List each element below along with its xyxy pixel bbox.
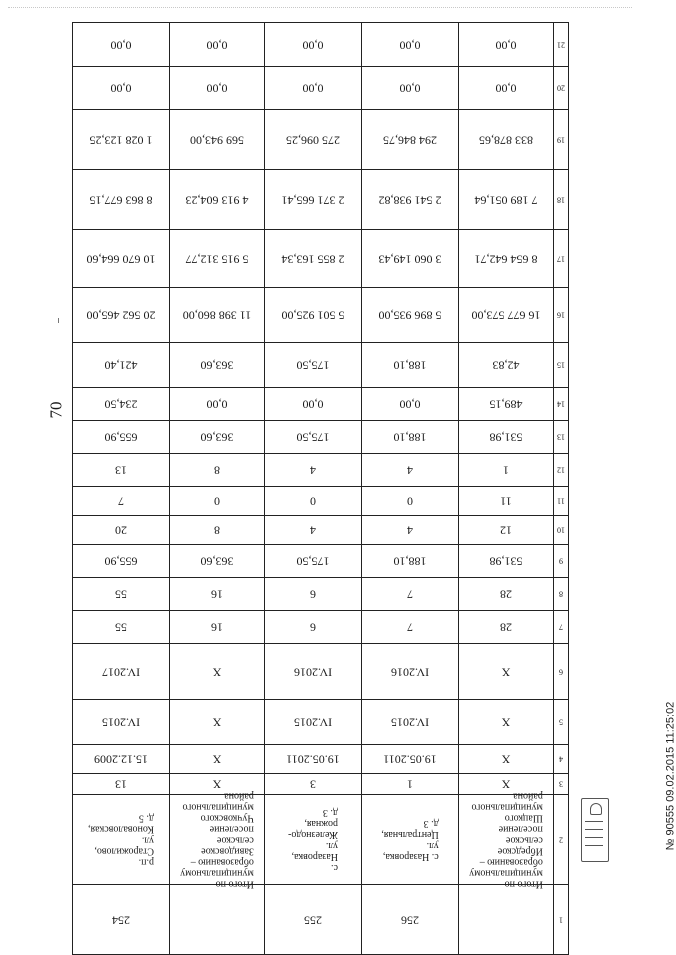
table-cell [459,421,554,454]
table-row [73,230,569,288]
table-cell [459,790,554,889]
table-cell [362,611,459,644]
cell-text: 7 189 051,64 [474,193,538,207]
column-number-cell [554,230,569,288]
table-cell [73,644,170,700]
cell-text: 0,00 [495,38,517,52]
table-cell [459,343,554,388]
cell-text: 0 [214,494,220,509]
table-cell [265,421,362,454]
table-cell [73,774,170,795]
document-seal-logo [581,798,609,862]
cell-text: 5 915 312,77 [185,252,249,266]
column-number: 9 [559,556,563,566]
table-cell [265,545,362,578]
cell-text: 0,00 [302,38,324,52]
table-cell [362,774,459,795]
table-row [73,487,569,516]
table-cell [265,578,362,611]
table-row [73,343,569,388]
cell-text: 6 [310,587,316,602]
table-cell [459,454,554,487]
data-table-container [72,22,569,955]
table-cell [73,230,170,288]
table-cell [265,170,362,230]
column-number: 16 [557,310,565,320]
table-cell [170,545,265,578]
cell-text: 4 913 604,23 [185,193,249,207]
registration-stamp: № 90555 09.02.2015 11:25:02 [664,701,676,851]
table-cell [265,343,362,388]
cell-text: 28 [500,587,512,602]
cell-text: IV.2016 [390,665,430,679]
cell-text: 20 562 465,00 [86,308,156,323]
cell-text: 8 654 642,71 [474,252,538,266]
column-number: 6 [559,667,563,676]
table-row [73,516,569,545]
cell-text: 363,60 [200,554,234,569]
cell-text: IV.2015 [293,715,333,730]
cell-text: 255 [304,913,322,927]
table-cell [459,230,554,288]
column-number-cell [554,487,569,516]
column-number-cell [554,421,569,454]
table-cell [265,388,362,421]
column-number: 17 [557,254,565,263]
cell-text: 8 [214,463,220,478]
cell-text: 1 028 123,25 [89,133,153,147]
table-cell [170,745,265,774]
cell-text: 28 [500,620,512,635]
column-number: 21 [557,40,565,49]
table-cell [170,388,265,421]
column-number: 4 [559,754,563,764]
cell-text: 55 [115,587,127,602]
table-cell [362,545,459,578]
cell-text: 4 [310,523,316,538]
table-cell [73,421,170,454]
table-cell [459,110,554,170]
cell-text: 19.05.2011 [286,752,340,767]
cell-text: 275 096,25 [286,133,340,147]
cell-text: Итого по муниципальному образованию – Ибредское сельское поселение Шацкого муниципального района [469,790,543,889]
column-number: 13 [557,432,565,442]
cell-text: 188,10 [393,430,427,445]
table-cell [362,700,459,745]
column-number: 18 [557,195,565,204]
table-cell [73,23,170,67]
table-cell [265,795,362,885]
cell-text: 55 [115,620,127,635]
cell-text: 0,00 [302,81,324,96]
table-cell [362,885,459,955]
cell-text: 8 863 677,15 [89,193,153,207]
cell-text: 531,98 [489,554,523,569]
cell-text: 13 [115,777,127,792]
table-cell [170,611,265,644]
cell-text: 20 [115,523,127,538]
cell-text: 5 896 935,00 [378,308,442,323]
table-cell [459,170,554,230]
table-cell [73,388,170,421]
table-cell [362,745,459,774]
table-cell [73,67,170,110]
table-cell [459,885,554,955]
table-cell [459,644,554,700]
cell-text: X [501,752,511,767]
table-cell [265,454,362,487]
column-number-cell [554,745,569,774]
cell-text: IV.2015 [101,715,141,730]
table-cell [362,487,459,516]
table-cell [170,790,265,889]
table-row [73,388,569,421]
cell-text: X [212,752,222,767]
column-number-cell [554,288,569,343]
column-number-cell [554,700,569,745]
cell-text: 0,00 [399,81,421,96]
cell-text: с. Назаровка, ул. Железнодо- рожная, д. 3 [288,806,338,873]
cell-text: 363,60 [200,430,234,445]
column-number-cell [554,67,569,110]
cell-text: 7 [118,494,124,509]
table-cell [170,578,265,611]
scan-mark [58,318,59,323]
cell-text: 188,10 [393,554,427,569]
column-number: 12 [557,465,565,475]
table-row [73,421,569,454]
table-cell [265,23,362,67]
table-cell [170,23,265,67]
cell-text: 0,00 [302,397,324,412]
table-cell [362,23,459,67]
column-number: 15 [557,360,565,370]
column-number-cell [554,644,569,700]
cell-text: 3 060 149,43 [378,252,442,266]
cell-text: р.п. Старожилово, ул. Коноваловская, д. 5 [88,812,154,867]
column-number-cell [554,516,569,545]
table-cell [73,516,170,545]
cell-text: 7 [407,620,413,635]
table-cell [265,67,362,110]
cell-text: X [212,665,222,679]
cell-text: IV.2017 [101,665,141,679]
cell-text: 234,50 [104,397,138,412]
cell-text: X [501,665,511,679]
cell-text: 489,15 [489,397,523,412]
cell-text: 15.12.2009 [94,752,148,767]
cell-text: 188,10 [393,358,427,373]
table-cell [73,110,170,170]
table-cell [362,288,459,343]
page-number: 70 [46,401,66,419]
column-number-cell [554,885,569,955]
column-number: 5 [559,717,563,727]
table-cell [459,487,554,516]
column-number-cell [554,611,569,644]
cell-text: 11 398 860,00 [182,308,252,323]
column-number: 1 [559,915,563,924]
column-number-cell [554,774,569,795]
column-number: 7 [559,622,563,632]
table-cell [459,700,554,745]
table-cell [170,110,265,170]
table-cell [170,67,265,110]
data-table [72,22,569,955]
cell-text: 569 943,00 [190,133,244,147]
column-number: 3 [559,779,563,789]
table-cell [459,67,554,110]
table-cell [265,516,362,545]
scan-edge [8,7,632,9]
table-cell [170,230,265,288]
cell-text: 1 [503,463,509,478]
table-cell [459,545,554,578]
table-cell [362,67,459,110]
table-cell [170,454,265,487]
table-row [73,795,569,885]
table-cell [459,745,554,774]
table-row [73,885,569,955]
table-cell [73,343,170,388]
cell-text: 655,90 [104,430,138,445]
cell-text: IV.2015 [390,715,430,730]
cell-text: 294 846,75 [383,133,437,147]
table-cell [170,288,265,343]
table-cell [459,388,554,421]
table-cell [459,288,554,343]
cell-text: X [501,715,511,730]
cell-text: IV.2016 [293,665,333,679]
cell-text: 655,90 [104,554,138,569]
cell-text: 0,00 [110,81,132,96]
cell-text: X [212,777,222,792]
cell-text: 531,98 [489,430,523,445]
table-cell [459,23,554,67]
column-number: 20 [557,83,565,93]
table-row [73,611,569,644]
cell-text: 19.05.2011 [383,752,437,767]
column-number-cell [554,343,569,388]
cell-text: 4 [310,463,316,478]
column-number-cell [554,454,569,487]
table-cell [170,487,265,516]
table-cell [73,578,170,611]
cell-text: 2 541 938,82 [378,193,442,207]
table-cell [265,230,362,288]
cell-text: 16 [211,587,223,602]
cell-text: 12 [500,523,512,538]
table-row [73,288,569,343]
cell-text: 2 371 665,41 [281,193,345,207]
table-cell [362,421,459,454]
table-cell [362,343,459,388]
cell-text: 0,00 [206,397,228,412]
table-cell [170,421,265,454]
column-number: 14 [557,399,565,409]
table-cell [170,343,265,388]
cell-text: 10 670 664,60 [86,252,156,266]
cell-text: X [501,777,511,792]
table-cell [73,545,170,578]
cell-text: 42,83 [492,358,520,373]
column-number: 19 [557,135,565,144]
cell-text: 175,50 [296,358,330,373]
table-cell [265,745,362,774]
cell-text: 4 [407,523,413,538]
cell-text: 13 [115,463,127,478]
table-row [73,700,569,745]
cell-text: 7 [407,587,413,602]
column-number: 10 [557,525,565,535]
table-cell [73,745,170,774]
table-row [73,110,569,170]
column-number-cell [554,170,569,230]
cell-text: 0,00 [206,81,228,96]
table-cell [459,611,554,644]
table-cell [170,700,265,745]
column-number-cell [554,23,569,67]
cell-text: 254 [112,913,130,927]
cell-text: 0 [310,494,316,509]
table-row [73,67,569,110]
table-cell [73,170,170,230]
column-number-cell [554,110,569,170]
table-row [73,170,569,230]
table-cell [362,795,459,885]
table-cell [170,170,265,230]
cell-text: Итого по муниципальному образованию – Завидовское сельское поселение Чучковского муниципального района [180,790,254,889]
table-cell [459,516,554,545]
cell-text: 0,00 [206,38,228,52]
table-cell [265,288,362,343]
cell-text: 16 677 573,00 [471,308,541,323]
table-cell [265,700,362,745]
column-number: 2 [559,835,563,844]
cell-text: 0,00 [495,81,517,96]
cell-text: 2 855 163,34 [281,252,345,266]
table-cell [362,644,459,700]
cell-text: 4 [407,463,413,478]
table-cell [265,774,362,795]
cell-text: X [212,715,222,730]
cell-text: с. Назаровка, ул. Центральная, д. 3 [381,817,439,862]
table-cell [362,516,459,545]
cell-text: 0,00 [399,38,421,52]
table-cell [265,644,362,700]
table-row [73,545,569,578]
column-number: 8 [559,589,563,599]
table-cell [170,885,265,955]
cell-text: 833 878,65 [479,133,533,147]
cell-text: 8 [214,523,220,538]
table-cell [362,110,459,170]
table-cell [362,170,459,230]
table-cell [73,288,170,343]
cell-text: 0,00 [110,38,132,52]
table-cell [459,578,554,611]
column-number-cell [554,545,569,578]
table-cell [73,700,170,745]
table-cell [73,454,170,487]
table-cell [73,795,170,885]
cell-text: 0 [407,494,413,509]
cell-text: 256 [401,913,419,927]
table-row [73,578,569,611]
column-number-cell [554,578,569,611]
table-cell [362,578,459,611]
table-cell [265,487,362,516]
table-row [73,23,569,67]
cell-text: 6 [310,620,316,635]
column-number: 11 [557,496,565,506]
table-cell [73,487,170,516]
cell-text: 3 [310,777,316,792]
table-cell [265,110,362,170]
table-cell [362,388,459,421]
table-row [73,745,569,774]
column-number-cell [554,795,569,885]
table-cell [265,885,362,955]
table-row [73,644,569,700]
table-cell [362,230,459,288]
cell-text: 16 [211,620,223,635]
cell-text: 11 [500,494,512,509]
cell-text: 421,40 [104,358,138,373]
table-cell [170,516,265,545]
table-cell [362,454,459,487]
table-cell [73,885,170,955]
table-cell [73,611,170,644]
cell-text: 0,00 [399,397,421,412]
cell-text: 363,60 [200,358,234,373]
table-row [73,454,569,487]
cell-text: 5 501 925,00 [281,308,345,323]
table-cell [265,611,362,644]
cell-text: 175,50 [296,554,330,569]
column-number-cell [554,388,569,421]
cell-text: 1 [407,777,413,792]
table-cell [170,644,265,700]
cell-text: 175,50 [296,430,330,445]
